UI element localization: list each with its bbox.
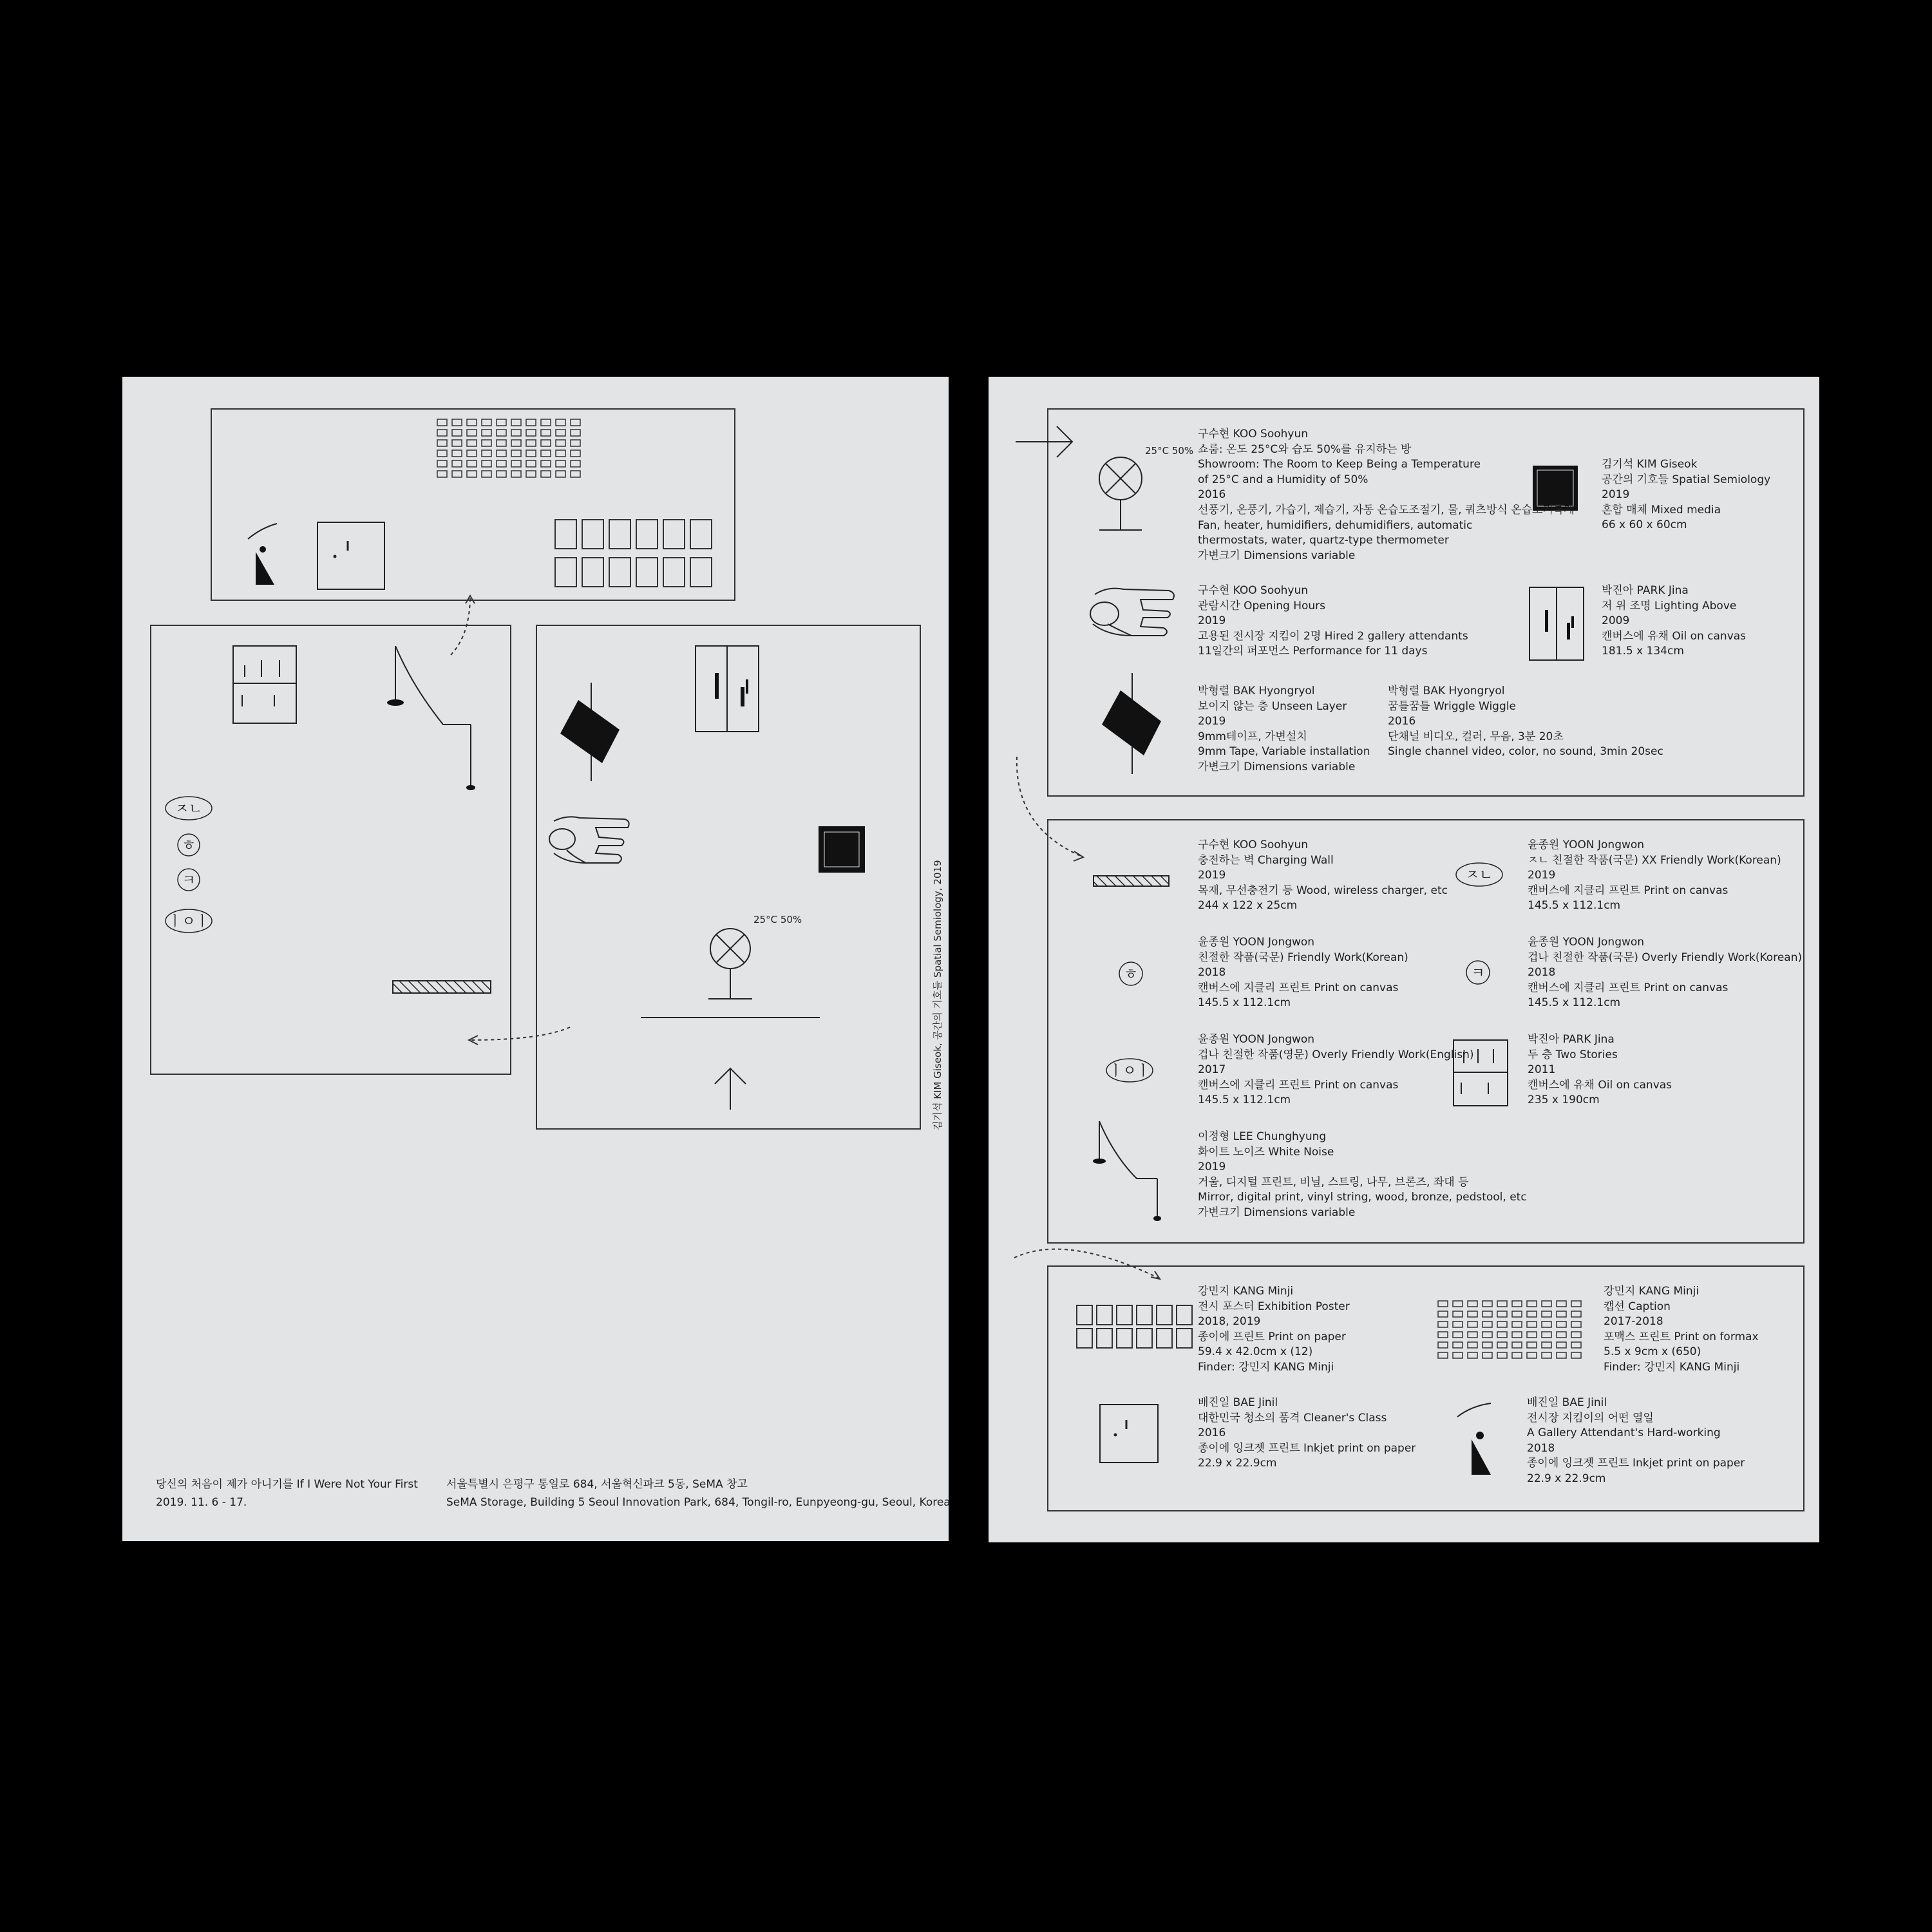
entry-line: 배진일 BAE Jinil — [1527, 1396, 1607, 1409]
grid-cell — [467, 450, 477, 457]
entry-line: 59.4 x 42.0cm x (12) — [1198, 1345, 1313, 1359]
entry-friendly-work — [1198, 935, 1408, 1011]
entry-two-stories — [1528, 1032, 1672, 1108]
entry-line: 22.9 x 22.9cm — [1198, 1457, 1277, 1470]
entry-line: Finder: 강민지 KANG Minji — [1604, 1360, 1740, 1374]
grid-cell — [609, 558, 630, 587]
vertical-credit: 김기석 KIM Giseok, 공간의 기호들 Spatial Semiology, 2019 — [932, 860, 943, 1130]
entrance-arrow-icon — [715, 1068, 746, 1110]
grid-cell — [437, 419, 447, 426]
grid-cell — [437, 440, 447, 446]
entry-line: 2017 — [1198, 1063, 1226, 1077]
entry-line: 강민지 KANG Minji — [1604, 1285, 1700, 1298]
entry-line: 윤종원 YOON Jongwon — [1198, 936, 1315, 949]
entry-opening-hours — [1198, 583, 1468, 659]
entry-line: 2019 — [1198, 614, 1226, 628]
flow-arrow — [470, 1027, 570, 1040]
grid-cell — [497, 471, 506, 477]
grid-cell — [541, 419, 551, 426]
floor-plan-sheet — [122, 377, 949, 1541]
lighting-above-icon — [696, 646, 759, 732]
entry-line: 가변크기 Dimensions variable — [1198, 760, 1356, 773]
grid-cell — [556, 440, 565, 446]
grid-cell — [555, 558, 576, 587]
entry-line: 2019 — [1528, 869, 1556, 882]
entry-line: 145.5 x 112.1cm — [1528, 996, 1621, 1010]
entry-line: 거울, 디지털 프린트, 비닐, 스트링, 나무, 브론즈, 좌대 등 — [1198, 1175, 1469, 1189]
glyph-text: ㅎ — [1124, 967, 1138, 983]
grid-cell — [556, 460, 565, 467]
entry-line: 2016 — [1388, 715, 1416, 728]
entry-line: 이정형 LEE Chunghyung — [1198, 1130, 1327, 1143]
grid-cell — [526, 471, 536, 477]
entry-line: 전시 포스터 Exhibition Poster — [1198, 1300, 1350, 1313]
entry-line: 2009 — [1602, 614, 1630, 628]
grid-cell — [541, 471, 551, 477]
grid-cell — [482, 440, 491, 446]
grid-cell — [582, 558, 603, 587]
entry-line: 캔버스에 유채 Oil on canvas — [1602, 629, 1747, 643]
hardworking-icon — [248, 524, 277, 585]
entry-wriggle-wiggle — [1388, 684, 1663, 760]
entry-line: 박형렬 BAK Hyongryol — [1388, 685, 1505, 697]
entry-line: 윤종원 YOON Jongwon — [1198, 1033, 1315, 1046]
grid-cell — [437, 460, 447, 467]
entry-line: 화이트 노이즈 White Noise — [1198, 1145, 1334, 1159]
entry-line: 캔버스에 지클리 프린트 Print on canvas — [1528, 981, 1728, 994]
entry-line: 구수현 KOO Soohyun — [1198, 584, 1309, 597]
entry-line: 꿈틀꿈틀 Wriggle Wiggle — [1388, 699, 1516, 713]
two-stories-icon — [233, 646, 296, 723]
entry-xx-friendly-work — [1528, 838, 1781, 914]
entry-line: 목재, 무선충전기 등 Wood, wireless charger, etc — [1198, 884, 1448, 897]
grid-cell — [526, 440, 536, 446]
grid-cell — [437, 471, 447, 477]
footer-title: 당신의 처음이 제가 아니기를 If I Were Not Your First — [156, 1478, 418, 1491]
entry-line: 두 층 Two Stories — [1528, 1048, 1618, 1061]
entry-line: 5.5 x 9cm x (650) — [1604, 1345, 1701, 1359]
entry-line: ㅈㄴ 친절한 작품(국문) XX Friendly Work(Korean) — [1528, 853, 1781, 867]
grid-cell — [497, 440, 506, 446]
entry-line: 배진일 BAE Jinil — [1198, 1396, 1278, 1409]
grid-cell — [511, 440, 521, 446]
entry-line: 종이에 잉크젯 프린트 Inkjet print on paper — [1527, 1457, 1745, 1470]
entry-line: thermostats, water, quartz-type thermometer — [1198, 534, 1449, 547]
entry-line: 181.5 x 134cm — [1602, 645, 1684, 658]
cleaner-class-icon — [317, 522, 384, 589]
entry-line: 9mm테이프, 가변설치 — [1198, 730, 1307, 743]
entry-line: 포맥스 프린트 Print on formax — [1604, 1330, 1759, 1343]
poster-grid-icon — [555, 520, 712, 587]
entry-line: 공간의 기호들 Spatial Semiology — [1602, 473, 1771, 486]
entry-line: A Gallery Attendant's Hard-working — [1527, 1426, 1721, 1440]
entry-hardworking — [1527, 1396, 1745, 1487]
korean-glyph-icons — [166, 797, 212, 933]
entry-line: 단채널 비디오, 컬러, 무음, 3분 20초 — [1388, 730, 1564, 743]
room-top — [211, 409, 735, 600]
grid-cell — [452, 471, 462, 477]
entry-line: 충전하는 벽 Charging Wall — [1198, 853, 1334, 867]
grid-cell — [690, 558, 712, 587]
grid-cell — [541, 450, 551, 457]
footer-address-block — [446, 1475, 951, 1511]
entry-overly-friendly-english — [1198, 1032, 1474, 1108]
grid-cell — [482, 419, 491, 426]
grid-cell — [482, 460, 491, 467]
entry-caption — [1604, 1284, 1759, 1376]
glyph-text: ㅈㄴ — [1465, 867, 1493, 884]
room-temp-label: 25°C 50% — [753, 914, 802, 925]
grid-cell — [511, 471, 521, 477]
grid-cell — [467, 430, 477, 436]
grid-cell — [452, 460, 462, 467]
grid-cell — [511, 419, 521, 426]
grid-cell — [571, 419, 580, 426]
grid-cell — [571, 430, 580, 436]
entry-line: 2019 — [1198, 715, 1226, 728]
grid-cell — [541, 430, 551, 436]
entry-line: 겁나 친절한 작품(국문) Overly Friendly Work(Korean) — [1528, 951, 1803, 964]
entry-line: 보이지 않는 층 Unseen Layer — [1198, 699, 1347, 713]
opening-hours-icon — [549, 817, 629, 863]
entry-line: of 25°C and a Humidity of 50% — [1198, 473, 1368, 486]
entry-charging-wall — [1198, 838, 1448, 914]
entry-line: 캔버스에 유채 Oil on canvas — [1528, 1078, 1672, 1092]
entry-line: 선풍기, 온풍기, 가습기, 제습기, 자동 온습도조절기, 물, 쿼츠방식 온습도기록계 — [1198, 503, 1575, 516]
entry-line: 2017-2018 — [1604, 1315, 1663, 1329]
caption-grid-icon — [437, 419, 580, 477]
grid-cell — [467, 440, 477, 446]
entry-line: 145.5 x 112.1cm — [1198, 996, 1291, 1010]
grid-cell — [452, 440, 462, 446]
grid-cell — [609, 520, 630, 549]
entry-unseen-layer — [1198, 684, 1370, 775]
entry-overly-friendly-korean — [1528, 935, 1802, 1011]
footer-dates: 2019. 11. 6 - 17. — [156, 1496, 247, 1509]
entry-line: 박형렬 BAK Hyongryol — [1198, 685, 1315, 697]
entry-white-noise — [1198, 1130, 1527, 1221]
grid-cell — [511, 430, 521, 436]
grid-cell — [582, 520, 603, 549]
entry-line: 235 x 190cm — [1528, 1094, 1600, 1107]
entry-exhibition-poster — [1198, 1284, 1350, 1376]
grid-cell — [467, 419, 477, 426]
entry-line: 종이에 잉크젯 프린트 Inkjet print on paper — [1198, 1441, 1416, 1455]
entry-line: 145.5 x 112.1cm — [1198, 1094, 1291, 1107]
floor-plan-drawing — [122, 377, 949, 1541]
entry-line: Showroom: The Room to Keep Being a Temperature — [1198, 458, 1481, 471]
grid-cell — [636, 520, 658, 549]
entry-line: 9mm Tape, Variable installation — [1198, 745, 1370, 759]
entry-cleaners-class — [1198, 1396, 1416, 1472]
grid-cell — [555, 520, 576, 549]
grid-cell — [467, 471, 477, 477]
grid-cell — [663, 558, 685, 587]
grid-cell — [437, 450, 447, 457]
grid-cell — [541, 460, 551, 467]
entry-line: 강민지 KANG Minji — [1198, 1285, 1294, 1298]
entry-line: 2018 — [1527, 1441, 1555, 1455]
grid-cell — [571, 460, 580, 467]
entry-line: 겁나 친절한 작품(영문) Overly Friendly Work(English) — [1198, 1048, 1474, 1061]
entry-line: 2019 — [1198, 869, 1226, 882]
entry-line: 가변크기 Dimensions variable — [1198, 1206, 1356, 1219]
spatial-semiology-icon — [819, 827, 864, 872]
entry-spatial-semiology — [1602, 457, 1770, 533]
charging-wall-icon — [393, 981, 491, 993]
grid-cell — [452, 430, 462, 436]
entry-line: 구수현 KOO Soohyun — [1198, 428, 1309, 440]
grid-cell — [526, 419, 536, 426]
room-right — [536, 625, 920, 1129]
entry-showroom — [1198, 427, 1575, 564]
entry-line: 2011 — [1528, 1063, 1556, 1077]
grid-cell — [690, 520, 712, 549]
entry-line: Fan, heater, humidifiers, dehumidifiers, automatic — [1198, 518, 1473, 532]
grid-cell — [497, 419, 506, 426]
grid-cell — [526, 430, 536, 436]
entry-line: 친절한 작품(국문) Friendly Work(Korean) — [1198, 951, 1408, 964]
entry-line: 캡션 Caption — [1604, 1300, 1671, 1313]
grid-cell — [511, 450, 521, 457]
entry-line: 혼합 매체 Mixed media — [1602, 503, 1721, 516]
grid-cell — [526, 460, 536, 467]
grid-cell — [556, 419, 565, 426]
footer-address-en: SeMA Storage, Building 5 Seoul Innovation Park, 684, Tongil-ro, Eunpyeong-gu, Seoul, Korea — [446, 1496, 951, 1509]
entry-line: 22.9 x 22.9cm — [1527, 1472, 1606, 1485]
glyph-text: ㅣㅇㅣ — [1109, 1063, 1150, 1079]
room-left — [151, 625, 511, 1074]
entry-line: 박진아 PARK Jina — [1528, 1033, 1615, 1046]
grid-cell — [541, 440, 551, 446]
entry-line: 윤종원 YOON Jongwon — [1528, 936, 1645, 949]
glyph-text: ㅎ — [182, 838, 196, 854]
grid-cell — [556, 471, 565, 477]
entry-line: 고용된 전시장 지킴이 2명 Hired 2 gallery attendants — [1198, 629, 1468, 643]
temp-label: 25°C 50% — [1145, 445, 1194, 457]
grid-cell — [467, 460, 477, 467]
grid-cell — [452, 419, 462, 426]
entry-line: 캔버스에 지클리 프린트 Print on canvas — [1198, 1078, 1399, 1092]
entry-line: 2018 — [1528, 966, 1556, 980]
showroom-icon — [708, 929, 752, 999]
glyph-text: ㅣㅇㅣ — [168, 914, 209, 930]
grid-cell — [571, 450, 580, 457]
footer-title-block — [156, 1475, 418, 1511]
entry-line: 종이에 프린트 Print on paper — [1198, 1330, 1346, 1343]
entry-line: 66 x 60 x 60cm — [1602, 518, 1687, 532]
grid-cell — [482, 450, 491, 457]
entry-line: 2018, 2019 — [1198, 1315, 1261, 1329]
entry-line: 가변크기 Dimensions variable — [1198, 549, 1356, 562]
grid-cell — [526, 450, 536, 457]
entry-line: 저 위 조명 Lighting Above — [1602, 599, 1737, 612]
entry-line: 윤종원 YOON Jongwon — [1528, 838, 1645, 851]
grid-cell — [556, 430, 565, 436]
grid-cell — [571, 471, 580, 477]
entry-line: Finder: 강민지 KANG Minji — [1198, 1360, 1334, 1374]
grid-cell — [497, 460, 506, 467]
grid-cell — [452, 450, 462, 457]
grid-cell — [663, 520, 685, 549]
entry-line: 김기석 KIM Giseok — [1602, 458, 1698, 471]
entry-line: 244 x 122 x 25cm — [1198, 899, 1298, 913]
entry-line: 대한민국 청소의 품격 Cleaner's Class — [1198, 1411, 1387, 1425]
work-list-sheet — [989, 377, 1819, 1542]
entry-line: 구수현 KOO Soohyun — [1198, 838, 1309, 851]
grid-cell — [437, 430, 447, 436]
entry-line: 145.5 x 112.1cm — [1528, 899, 1621, 913]
entry-line: 2019 — [1602, 488, 1630, 502]
entry-line: 캔버스에 지클리 프린트 Print on canvas — [1198, 981, 1399, 994]
white-noise-icon — [387, 646, 475, 790]
entry-line: 2019 — [1198, 1160, 1226, 1174]
grid-cell — [511, 460, 521, 467]
entry-line: 11일간의 퍼포먼스 Performance for 11 days — [1198, 645, 1428, 658]
grid-cell — [482, 471, 491, 477]
entry-line: Mirror, digital print, vinyl string, wood, bronze, pedstool, etc — [1198, 1191, 1527, 1204]
grid-cell — [497, 450, 506, 457]
grid-cell — [636, 558, 658, 587]
footer-address-ko: 서울특별시 은평구 통일로 684, 서울혁신파크 5동, SeMA 창고 — [446, 1478, 748, 1491]
glyph-text: ㅋ — [1471, 965, 1485, 981]
entry-line: 캔버스에 지클리 프린트 Print on canvas — [1528, 884, 1728, 897]
grid-cell — [482, 430, 491, 436]
entry-line: 2016 — [1198, 488, 1226, 502]
entry-line: 2018 — [1198, 966, 1226, 980]
entry-line: 박진아 PARK Jina — [1602, 584, 1689, 597]
entry-line: 관람시간 Opening Hours — [1198, 599, 1325, 612]
grid-cell — [556, 450, 565, 457]
entry-lighting-above — [1602, 583, 1746, 659]
entry-line: Single channel video, color, no sound, 3min 20sec — [1388, 745, 1663, 759]
entry-line: 전시장 지킴이의 어떤 열일 — [1527, 1411, 1654, 1425]
unseen-layer-icon — [560, 683, 620, 781]
grid-cell — [497, 430, 506, 436]
grid-cell — [571, 440, 580, 446]
entry-line: 2016 — [1198, 1426, 1226, 1440]
glyph-text: ㅈㄴ — [175, 801, 203, 817]
glyph-text: ㅋ — [182, 873, 196, 889]
entry-line: 쇼룸: 온도 25°C와 습도 50%를 유지하는 방 — [1198, 442, 1412, 456]
